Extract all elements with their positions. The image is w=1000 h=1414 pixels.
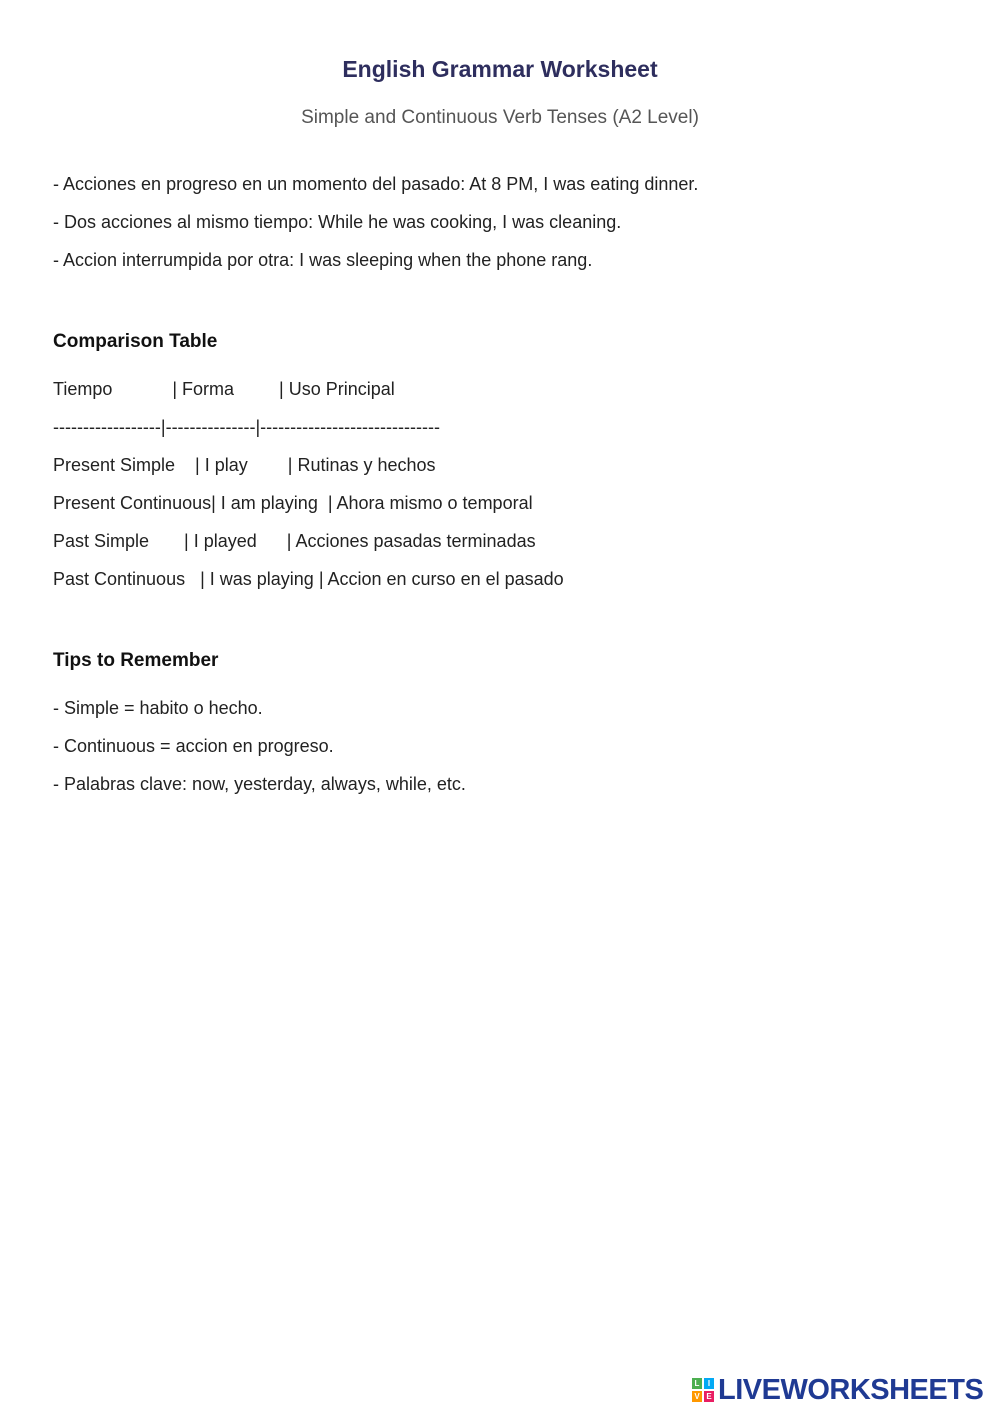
intro-line: - Dos acciones al mismo tiempo: While he was cooking, I was cleaning. bbox=[53, 212, 622, 232]
table-divider: ------------------|---------------|------------------------------ bbox=[53, 417, 440, 437]
table-row: Past Simple | I played | Acciones pasadas terminadas bbox=[53, 531, 536, 551]
tips-heading: Tips to Remember bbox=[53, 650, 219, 671]
tip-item: - Simple = habito o hecho. bbox=[53, 698, 263, 718]
logo-letter: I bbox=[704, 1378, 714, 1389]
intro-line: - Accion interrumpida por otra: I was sleeping when the phone rang. bbox=[53, 250, 593, 270]
table-row: Past Continuous | I was playing | Accion en curso en el pasado bbox=[53, 569, 564, 589]
table-row: Present Continuous| I am playing | Ahora mismo o temporal bbox=[53, 493, 533, 513]
logo-text: LIVEWORKSHEETS bbox=[718, 1373, 984, 1406]
table-row: Present Simple | I play | Rutinas y hechos bbox=[53, 455, 436, 475]
liveworksheets-logo[interactable] bbox=[692, 1375, 983, 1405]
tip-item: - Continuous = accion en progreso. bbox=[53, 736, 334, 756]
intro-line: - Acciones en progreso en un momento del pasado: At 8 PM, I was eating dinner. bbox=[53, 174, 699, 194]
logo-letter: E bbox=[704, 1391, 714, 1402]
logo-letter: L bbox=[692, 1378, 702, 1389]
table-row: Tiempo | Forma | Uso Principal bbox=[53, 379, 395, 399]
page-title: English Grammar Worksheet bbox=[342, 56, 658, 82]
comparison-heading: Comparison Table bbox=[53, 331, 218, 352]
page-subtitle: Simple and Continuous Verb Tenses (A2 Level) bbox=[301, 107, 699, 128]
logo-mark-icon bbox=[692, 1378, 714, 1402]
logo-letter: V bbox=[692, 1391, 702, 1402]
tip-item: - Palabras clave: now, yesterday, always, while, etc. bbox=[53, 774, 466, 794]
